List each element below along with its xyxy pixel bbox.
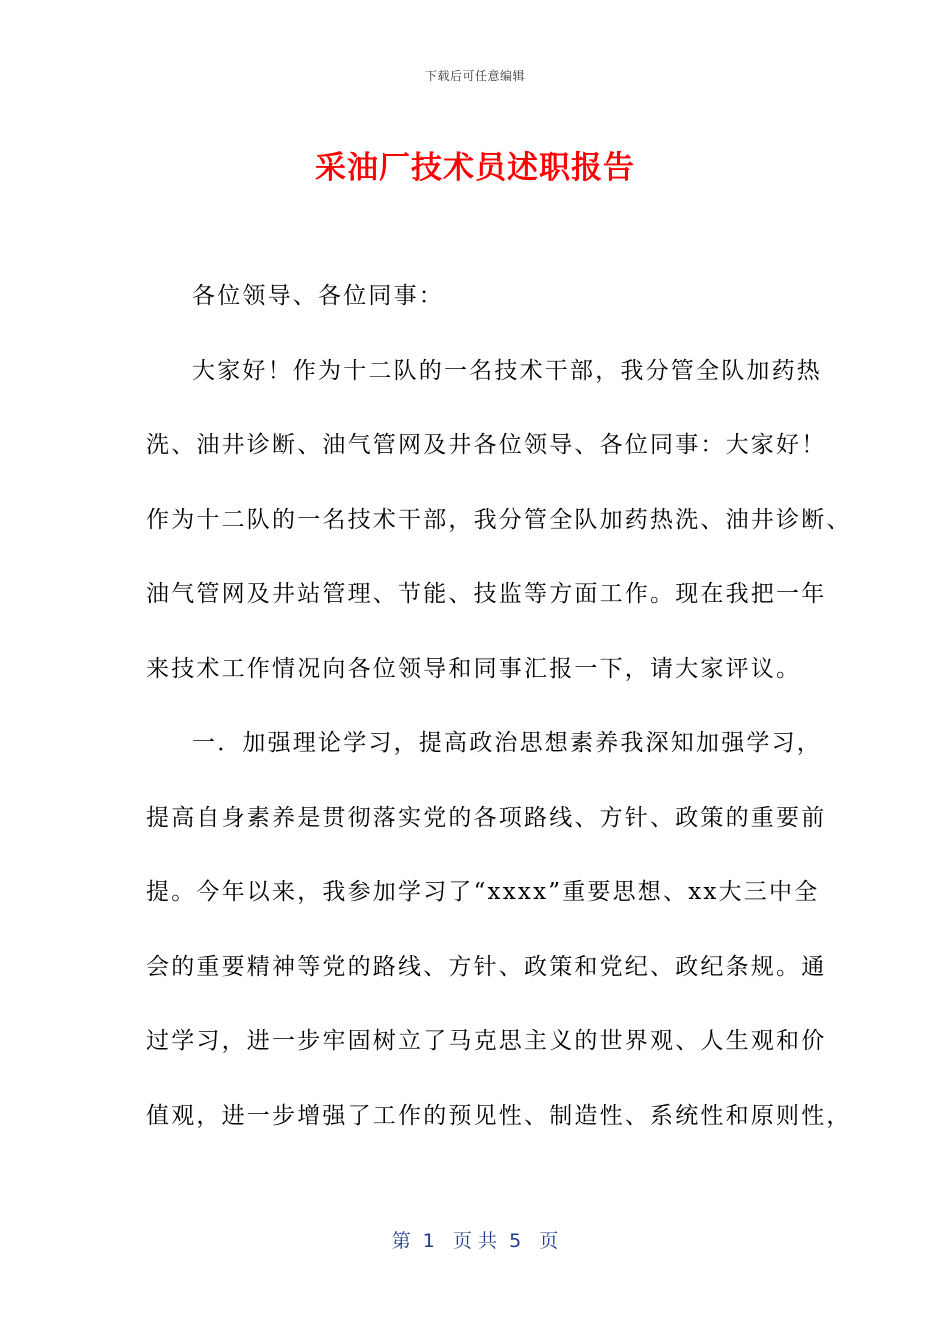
- header-note: 下载后可任意编辑: [424, 69, 525, 83]
- body-line: 提高自身素养是贯彻落实党的各项路线、方针、政策的重要前: [146, 804, 827, 831]
- body-line: 值观，进一步增强了工作的预见性、制造性、系统性和原则性，: [146, 1102, 852, 1129]
- body-line: 大家好！作为十二队的一名技术干部，我分管全队加药热: [192, 357, 822, 384]
- body-line: 来技术工作情况向各位领导和同事汇报一下，请大家评议。: [146, 655, 802, 682]
- body-line: 作为十二队的一名技术干部，我分管全队加药热洗、油井诊断、: [146, 506, 852, 533]
- body-line: 油气管网及井站管理、节能、技监等方面工作。现在我把一年: [146, 581, 827, 607]
- body-line: 提。今年以来，我参加学习了“xxxx”重要思想、xx大三中全: [146, 879, 820, 905]
- body-line: 过学习，进一步牢固树立了马克思主义的世界观、人生观和价: [146, 1028, 827, 1054]
- body-line: 洗、油井诊断、油气管网及井各位领导、各位同事：大家好！: [146, 432, 827, 458]
- document-title: 采油厂技术员述职报告: [315, 150, 635, 186]
- body-line: 一．加强理论学习，提高政治思想素养我深知加强学习，: [192, 730, 822, 756]
- body-line: 会的重要精神等党的路线、方针、政策和党纪、政纪条规。通: [146, 953, 827, 980]
- body-line: 各位领导、各位同事：: [192, 283, 444, 309]
- document-body: [146, 276, 852, 1170]
- page-number: 第 1 页 共 5 页: [391, 1230, 559, 1252]
